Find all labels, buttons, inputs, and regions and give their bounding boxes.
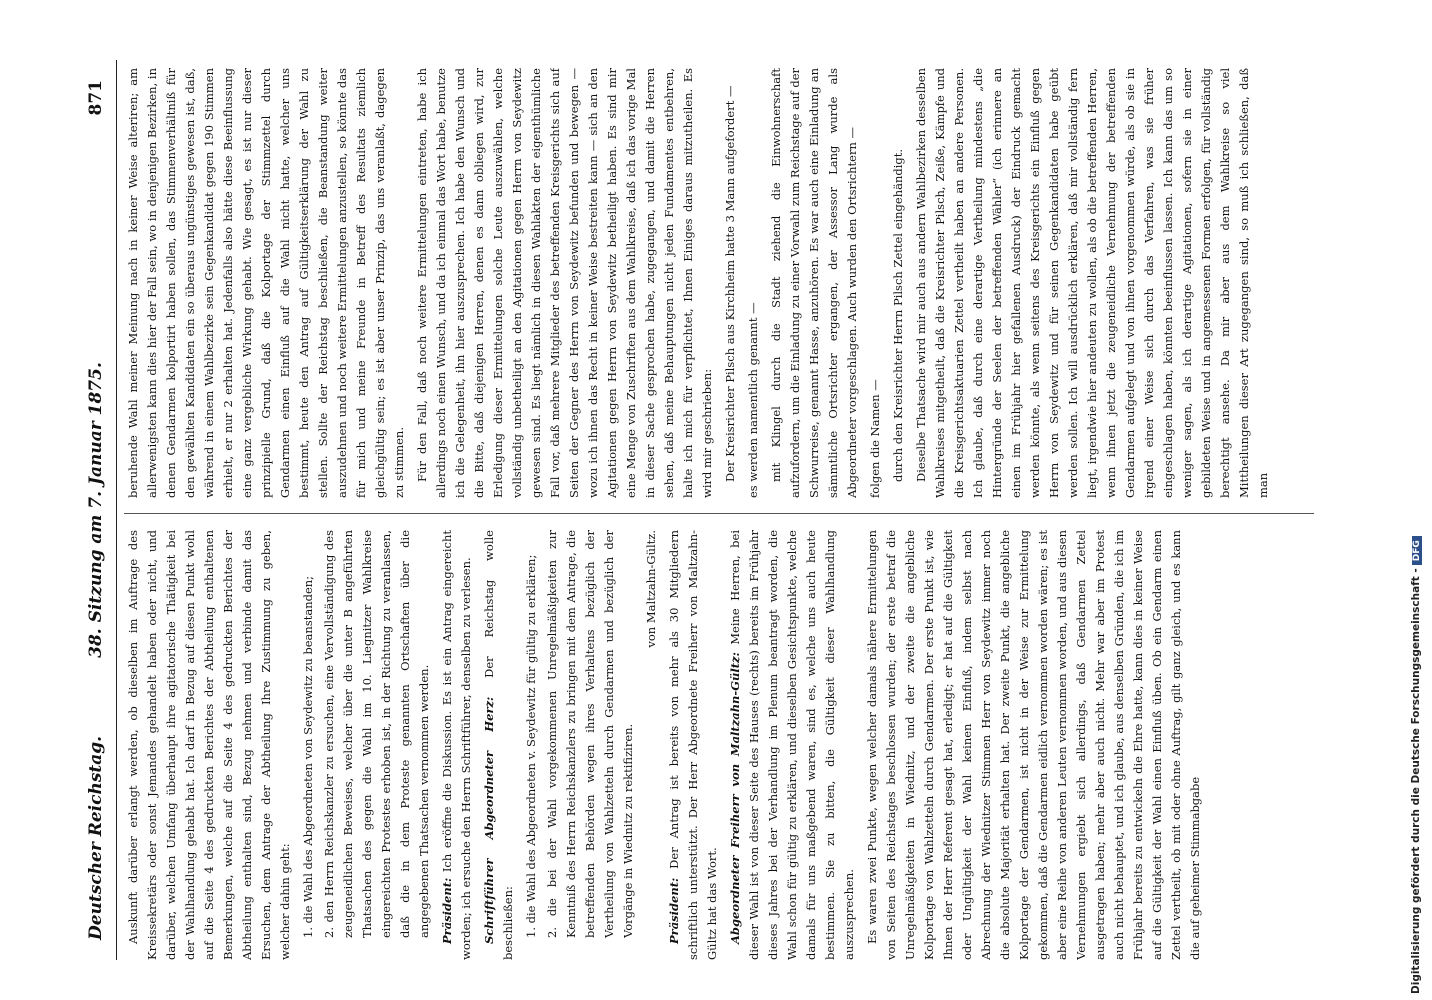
paragraph: Für den Fall, daß noch weitere Ermittelungen eintreten, habe ich allerdings noch einen Wunsch, und da ich einmal das Wort habe, benutze ich die Gelegenheit, ihn hier auszusprechen. Ich habe den Wunsch und die Bitte, daß diejenigen Herren, denen es dann obliegen wird, zur Erledigung dieser Ermittelungen solche Leute auszuwählen, welche vollständig unbetheiligt an den Agitationen gegen Herrn von Seydewitz gewesen sind. Es liegt nämlich in diesen Wahlakten der eigenthümliche Fall vor, daß mehrere Mitglieder des betreffenden Kreisgerichts sich auf Seiten der Gegner des Herrn von Seydewitz befunden und bewegen — wozu ich ihnen das Recht in keiner Weise bestreiten kann — sich an den Agitationen gegen Herrn von Seydewitz betheiligt haben. Es sind mir eine Menge von Zuschriften aus dem Wahlkreise, daß ich das vorige Mal in dieser Sache gesprochen habe, zugegangen, und damit die Herren sehen, daß meine Behauptungen nicht jeden Fundamentes entbehren, halte ich mich für verpflichtet, Ihnen Einiges daraus mitzutheilen. Es wird mir geschrieben: [415,68,714,498]
quote: durch den Kreisrichter Herrn Pilsch Zettel eingehändigt. [891,148,905,482]
paragraph-text: Der Antrag ist bereits von mehr als 30 Mitgliedern schriftlich unterstützt. Der Herr Abgeordnete Freiherr von Maltzahn-Gültz hat das Wort. [667,530,719,960]
paragraph: Dieselbe Thatsache wird mir auch aus andern Wahlbezirken desselben Wahlkreises mitgetheilt, daß die Kreisrichter Pilsch, Zeiße, Kämpfe und die Kreisgerichtsaktuarien Zettel vertheilt haben an andere Personen. Ich glaube, daß durch eine derartige Vertheilung mindestens „die Hintergründe der Seelen der betreffenden Wähler“ (ich erinnere an einen im Frühjahr hier gefallenen Ausdruck) der Eindruck gemacht werden könnte, als wenn seitens des Kreisgerichts ein Einfluß gegen Herrn von Seydewitz und für seinen Gegenkandidaten habe geübt werden sollen. Ich will ausdrücklich erklären, daß mir vollständig fern liegt, irgendwie hier andeuten zu wollen, als ob die betreffenden Herren, wenn ihnen jetzt die zeugeneidliche Vernehmung der betreffenden Gendarmen aufgelegt und von ihnen vorgenommen würde, als ob sie in irgend einer Weise sich durch das Verfahren, was sie früher eingeschlagen haben, könnten beeinflussen lassen. Ich kann das um so weniger sagen, als ich derartige Agitationen, sofern sie in einer gebildeten Weise und in angemessenen Formen erfolgen, für vollständig berechtigt ansehe. Da mir aber aus dem Wahlkreise so viel Mittheilungen dieser Art zugegangen sind, so muß ich schließen, daß man [914,68,1270,498]
quote: mit Klingel durch die Stadt ziehend die Einwohnerschaft aufzufordern, um die Einladung zu einer Vorwahl zum Reichstage auf der Schwurreise, genannt Hasse, anzuhören. Es war auch eine Einladung an sämmtliche Ortsrichter ergangen, der Assessor Lang wurde als Abgeordneter vorgeschlagen. Auch wurden den Ortsrichtern — [769,68,859,498]
right-column [124,68,1324,498]
list-item: 1. die Wahl des Abgeordneten v. Seydewitz für gültig zu erklären; [524,554,538,938]
list-item: 1. die Wahl des Abgeordneten von Seydewitz zu beanstanden; [301,575,315,938]
paragraph-text: Ich eröffne die Diskussion. Es ist ein Antrag eingereicht worden; ich ersuche den Herrn Schriftführer, denselben zu verlesen. [440,530,473,960]
left-column [124,530,1324,960]
session-title: 38. Sitzung am 7. Januar 1875. [86,362,106,658]
speaker-label: Präsident: [440,877,454,944]
signature: von Maltzahn-Gültz. [644,530,658,648]
column-divider [124,513,1314,514]
paragraph: Auskunft darüber erlangt werden, ob dieselben im Auftrage des Kreissekretärs oder sonst Jemandes gehandelt haben oder nicht, und darüber, welchen Umfang überhaupt ihre agitatorische Thätigkeit bei der Wahlhandlung gehabt hat. Ich darf in Bezug auf diesen Punkt wohl auf die Seite 4 des gedruckten Berichtes der Abtheilung enthaltenen Bemerkungen, welche auf die Seite 4 des gedruckten Berichtes der Abtheilung enthalten sind, Bezug nehmen und verbinde damit das Ersuchen, dem Antrage der Abtheilung Ihre Zustimmung zu geben, welcher dahin geht: [126,530,292,960]
quote: Der Kreisrichter Pilsch aus Kirchheim hatte 3 Mann aufgefordert — [723,85,737,482]
speaker-label: Schriftführer Abgeordneter Herz: [482,696,496,944]
paragraph: es werden namentlich genannt — [746,302,760,498]
list-item: 2. die bei der Wahl vorgekommenen Unregelmäßigkeiten zur Kenntniß des Herrn Reichskanzlers zu bringen mit dem Antrage, die betreffenden Behörden wegen ihres Verhaltens bezüglich der Vertheilung von Wahlzetteln durch Gendarmen und bezüglich der Vorgänge in Wiednitz zu rektifiziren. [545,530,635,938]
page-number: 871 [86,80,106,116]
speaker-label: Abgeordneter Freiherr von Maltzahn-Gültz: [728,652,742,944]
paragraph: Es waren zwei Punkte, wegen welcher damals nähere Ermittelungen von Seiten des Reichstages beschlossen wurden; der erste betraf die Unregelmäßigkeiten in Wiednitz, und der zweite die angebliche Kolportage von Wahlzetteln durch Gendarmen. Der erste Punkt ist, wie Ihnen der Herr Referent gesagt hat, erledigt; er hat auf die Gültigkeit oder Ungültigkeit der Wahl keinen Einfluß, indem selbst nach Abrechnung der Wiednitzer Stimmen Herr von Seydewitz immer noch die absolute Majorität erhalten hat. Der zweite Punkt, die angebliche Kolportage der Gendarmen, ist nicht in der Weise zur Ermittelung gekommen, daß die Gendarmen eidlich vernommen worden wären; es ist aber eine Reihe von anderen Leuten vernommen worden, und aus diesen Vernehmungen ergiebt sich allerdings, daß Gendarmen Zettel ausgetragen haben; mehr aber auch nicht. Mehr war aber im Protest auch nicht behauptet, und ich glaube, aus denselben Gründen, die ich im Frühjahr bereits zu entwickeln die Ehre hatte, kann dies in keiner Weise auf die Gültigkeit der Wahl einen Einfluß üben. Ob ein Gendarm einen Zettel vertheilt, ob mit oder ohne Auftrag, gilt ganz gleich, und es kann die auf geheimer Stimmabgabe [865,530,1202,960]
paragraph: folgen die Namen — [868,379,882,498]
motion-list-1 [299,530,434,960]
dfg-logo: DFG [1412,536,1422,565]
publication-title: Deutscher Reichstag. [86,735,106,940]
motion-list-2 [522,530,638,960]
page-header [80,60,117,960]
rotated-page [80,60,1340,960]
paragraph-text: Meine Herren, bei dieser Wahl ist von dieser Seite des Hauses (rechts) bereits im Frühjahr dieses Jahres bei der Verhandlung im Plenum beantragt worden, die Wahl schon für gültig zu erklären, und dieselben Gesichtspunkte, welche damals für uns maßgebend waren, sind es, welche uns auch heute bestimmen. Sie zu bitten, die Gültigkeit dieser Wahlhandlung auszusprechen. [728,530,856,960]
digitization-note [1410,0,1422,994]
digitization-text: Digitalisierung gefördert durch die Deutsche Forschungsgemeinschaft - [1410,568,1422,994]
speaker-label: Präsident: [667,877,681,944]
paragraph-text: Der Reichstag wolle beschließen: [482,530,515,960]
list-item: 2. den Herrn Reichskanzler zu ersuchen, eine Vervollständigung des zeugeneidlichen Beweises, welcher über die unter B angeführten Thatsachen des gegen die Wahl im 10. Liegnitzer Wahlkreise eingereichten Protestes erhoben ist, in der Richtung zu veranlassen, daß die in dem Proteste genannten Ortschaften über die angegebenen Thatsachen vernommen werden. [322,530,431,938]
paragraph: beruhende Wahl meiner Meinung nach in keiner Weise alteriren; am allerwenigsten kann dies hier der Fall sein, wo in denjenigen Bezirken, in denen Gendarmen kolportirt haben sollen, das Stimmenverhältniß für den gewählten Kandidaten ein so überaus ungünstiges gewesen ist, daß, während in einem Wahlbezirke sein Gegenkandidat gegen 190 Stimmen erhielt, er nur 2 erhalten hat. Jedenfalls also hätte diese Beeinflussung eine ganz vergebliche Wirkung gehabt. Wie gesagt, es ist nur dieser prinzipielle Grund, daß die Kolportage der Stimmzettel durch Gendarmen einen Einfluß auf die Wahl nicht hatte, welcher uns bestimmt, heute den Antrag auf Gültigkeitserklärung der Wahl zu stellen. Sollte der Reichstag beschließen, die Beanstandung weiter auszudehnen und noch weitere Ermittelungen anzustellen, so könnte das für mich und meine Freunde in Betreff des Resultats ziemlich gleichgültig sein; es ist aber unser Prinzip, das uns veranlaßt, dagegen zu stimmen. [126,68,406,498]
